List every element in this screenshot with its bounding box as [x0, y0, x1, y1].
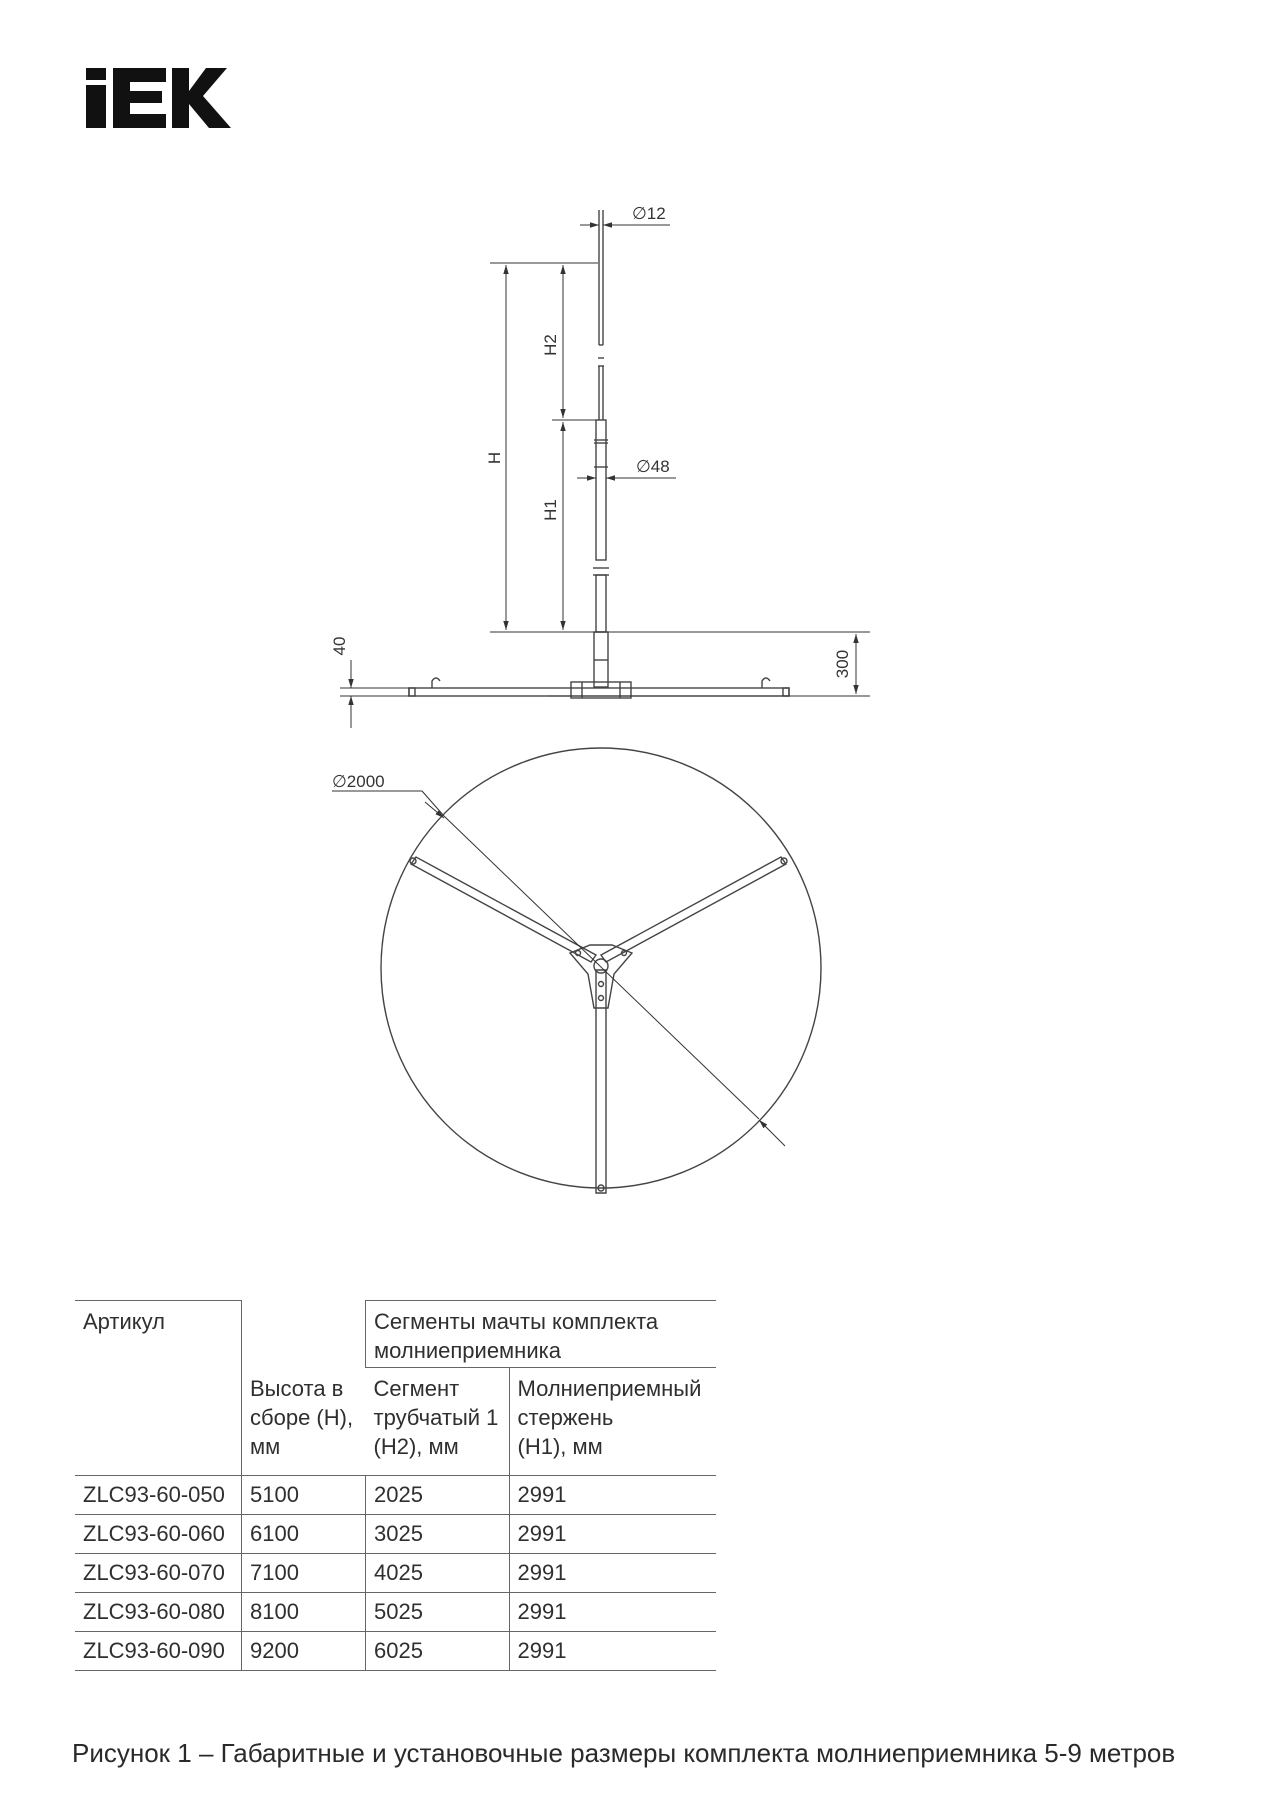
dimension-labels	[330, 204, 852, 791]
header-segment-tube-line: (H2), мм	[373, 1434, 459, 1459]
header-height-line: мм	[250, 1434, 281, 1459]
header-segment-tube-line: трубчатый 1	[373, 1405, 499, 1430]
cell-height: 8100	[242, 1593, 366, 1632]
h2-label: H2	[541, 334, 560, 356]
pipe-diameter-label: ∅48	[636, 457, 670, 476]
dimensions	[340, 225, 870, 728]
cell-h2: 5025	[366, 1593, 510, 1632]
cell-height: 6100	[242, 1515, 366, 1554]
figure-caption: Рисунок 1 – Габаритные и установочные размеры комплекта молниеприемника 5-9 метров	[72, 1738, 1176, 1768]
table-header-row	[75, 1301, 716, 1368]
base-diameter-label: ∅2000	[332, 772, 385, 791]
cell-h1: 2991	[509, 1554, 716, 1593]
table-row	[75, 1476, 716, 1515]
cell-height: 5100	[242, 1476, 366, 1515]
cell-article: ZLC93-60-050	[75, 1476, 242, 1515]
cell-article: ZLC93-60-060	[75, 1515, 242, 1554]
cell-height: 9200	[242, 1632, 366, 1671]
cell-h2: 2025	[366, 1476, 510, 1515]
header-article-text: Артикул	[83, 1309, 166, 1334]
cell-article: ZLC93-60-090	[75, 1632, 242, 1671]
header-rod-line: Молниеприемный	[517, 1376, 702, 1401]
cell-h1: 2991	[509, 1515, 716, 1554]
cell-h1: 2991	[509, 1476, 716, 1515]
rod-diameter-label: ∅12	[632, 204, 666, 223]
cell-article: ZLC93-60-080	[75, 1593, 242, 1632]
top-view	[381, 748, 821, 1193]
header-height-line: сборе (H),	[250, 1405, 354, 1430]
header-rod	[509, 1368, 716, 1476]
header-segments-group	[366, 1301, 716, 1368]
h1-label: H1	[541, 499, 560, 521]
iek-logo	[86, 68, 231, 128]
cell-height: 7100	[242, 1554, 366, 1593]
base-diameter-dimension	[332, 791, 785, 1146]
cell-h1: 2991	[509, 1632, 716, 1671]
table-row	[75, 1554, 716, 1593]
cell-article: ZLC93-60-070	[75, 1554, 242, 1593]
base-height-label: 300	[833, 649, 852, 679]
header-segment-tube	[366, 1368, 510, 1476]
table-row	[75, 1632, 716, 1671]
cell-h2: 3025	[366, 1515, 510, 1554]
header-height	[242, 1301, 366, 1476]
cell-h2: 6025	[366, 1632, 510, 1671]
header-rod-line: стержень	[517, 1405, 614, 1430]
spec-table	[75, 1300, 716, 1671]
side-view	[409, 210, 789, 698]
header-segments-line: Сегменты мачты комплекта	[374, 1309, 659, 1334]
header-height-line: Высота в	[250, 1376, 344, 1401]
cell-h2: 4025	[366, 1554, 510, 1593]
header-rod-line: (H1), мм	[517, 1434, 603, 1459]
h-label: H	[485, 451, 504, 465]
mast-drawing	[0, 190, 1280, 1230]
header-segment-tube-line: Сегмент	[373, 1376, 460, 1401]
leg-thickness-label: 40	[330, 636, 349, 656]
header-segments-line: молниеприемника	[374, 1338, 561, 1363]
table-row	[75, 1515, 716, 1554]
cell-h1: 2991	[509, 1593, 716, 1632]
table-row	[75, 1593, 716, 1632]
header-article	[75, 1301, 242, 1476]
